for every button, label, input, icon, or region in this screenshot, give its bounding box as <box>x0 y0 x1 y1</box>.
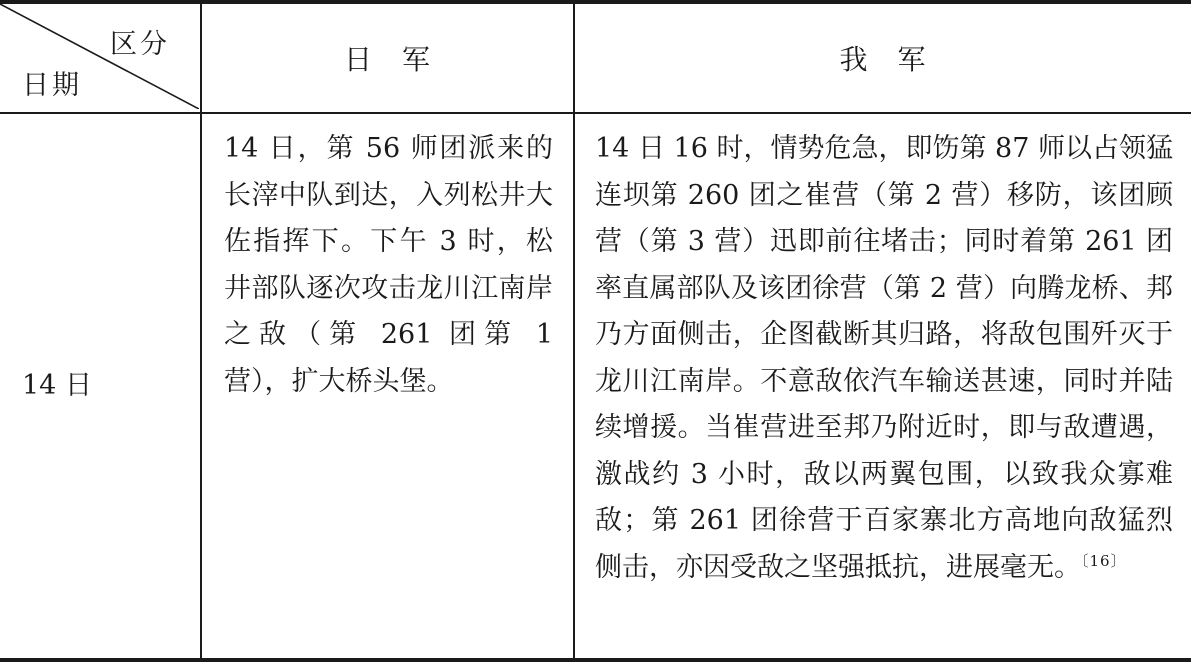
chinese-narrative-cell <box>574 113 1191 660</box>
japanese-narrative-cell <box>201 113 574 660</box>
table-header-row <box>0 2 1191 113</box>
corner-label-category: 区分 <box>110 29 170 60</box>
japanese-narrative: 14 日，第 56 师团派来的长滓中队到达，入列松井大佐指挥下。下午 3 时，松井部队逐次攻击龙川江南岸之敌（第 261 团第 1 营），扩大桥头堡。 <box>224 133 553 397</box>
date-cell: 14 日 <box>0 113 201 660</box>
chinese-narrative <box>575 114 1191 591</box>
corner-header-cell <box>0 2 201 113</box>
corner-label-date: 日期 <box>22 70 82 101</box>
chinese-narrative-text: 14 日 16 时，情势危急，即饬第 87 师以占领猛连坝第 260 团之崔营（第 2 营）移防，该团顾营（第 3 营）迅即前往堵击；同时着第 261 团率直属部队及该团徐营（第 2 营）向腾龙桥、邦乃方面侧击，企图截断其归路，将敌包围歼灭于龙川江南岸。不意敌依汽车输送甚速，同时并陆续增援。当崔营进至邦乃附近时，即与敌遭遇，激战约 3 小时，敌以两翼包围，以致我众寡难敌；第 261 团徐营于百家寨北方高地向敌猛烈侧击，亦因受敌之坚强抵抗，进展毫无。 <box>595 133 1173 583</box>
header-japanese-army: 日 军 <box>201 2 574 113</box>
header-chinese-army: 我 军 <box>574 2 1191 113</box>
table-row <box>0 113 1191 660</box>
footnote-reference: 〔16〕 <box>1081 551 1127 570</box>
